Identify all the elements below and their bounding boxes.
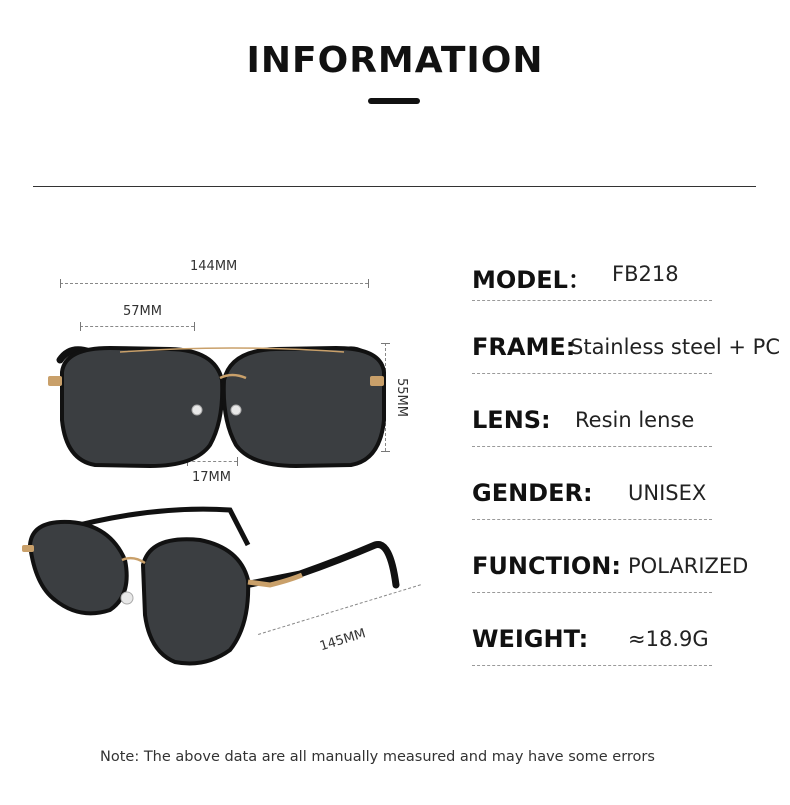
spec-value-gender: UNISEX [628, 481, 707, 505]
spec-separator [472, 300, 712, 301]
lens-width-label: 57MM [123, 304, 162, 319]
spec-row-model [472, 260, 782, 300]
spec-row-gender [472, 479, 782, 519]
spec-separator [472, 373, 712, 374]
spec-row-function [472, 552, 782, 592]
spec-label-weight: WEIGHT: [472, 625, 589, 653]
measurement-note: Note: The above data are all manually measured and may have some errors [100, 749, 655, 765]
spec-separator [472, 665, 712, 666]
spec-label-function: FUNCTION: [472, 552, 621, 580]
spec-separator [472, 446, 712, 447]
angled-nose-pad [121, 592, 133, 604]
spec-value-lens: Resin lense [575, 408, 695, 432]
bridge-width-label: 17MM [192, 470, 231, 485]
spec-row-lens [472, 406, 782, 446]
spec-label-lens: LENS: [472, 406, 551, 434]
spec-value-model: FB218 [612, 262, 679, 286]
spec-separator [472, 592, 712, 593]
angled-left-lens [30, 522, 127, 613]
spec-separator [472, 519, 712, 520]
page-title: INFORMATION [246, 40, 544, 81]
angled-right-lens [143, 539, 248, 663]
spec-label-gender: GENDER: [472, 479, 593, 507]
spec-label-frame: FRAME: [472, 333, 576, 361]
spec-label-model: MODEL： [472, 266, 592, 294]
spec-value-function: POLARIZED [628, 554, 749, 578]
angled-temple [245, 545, 396, 586]
spec-row-frame [472, 333, 782, 373]
lens-height-label: 55MM [394, 378, 409, 417]
temple-length-label: 145MM [318, 626, 368, 655]
spec-value-weight: ≈18.9G [628, 627, 709, 651]
spec-value-frame: Stainless steel + PC [570, 335, 781, 359]
angled-left-hinge [22, 545, 34, 552]
spec-row-weight [472, 625, 782, 665]
total-width-label: 144MM [190, 259, 238, 274]
